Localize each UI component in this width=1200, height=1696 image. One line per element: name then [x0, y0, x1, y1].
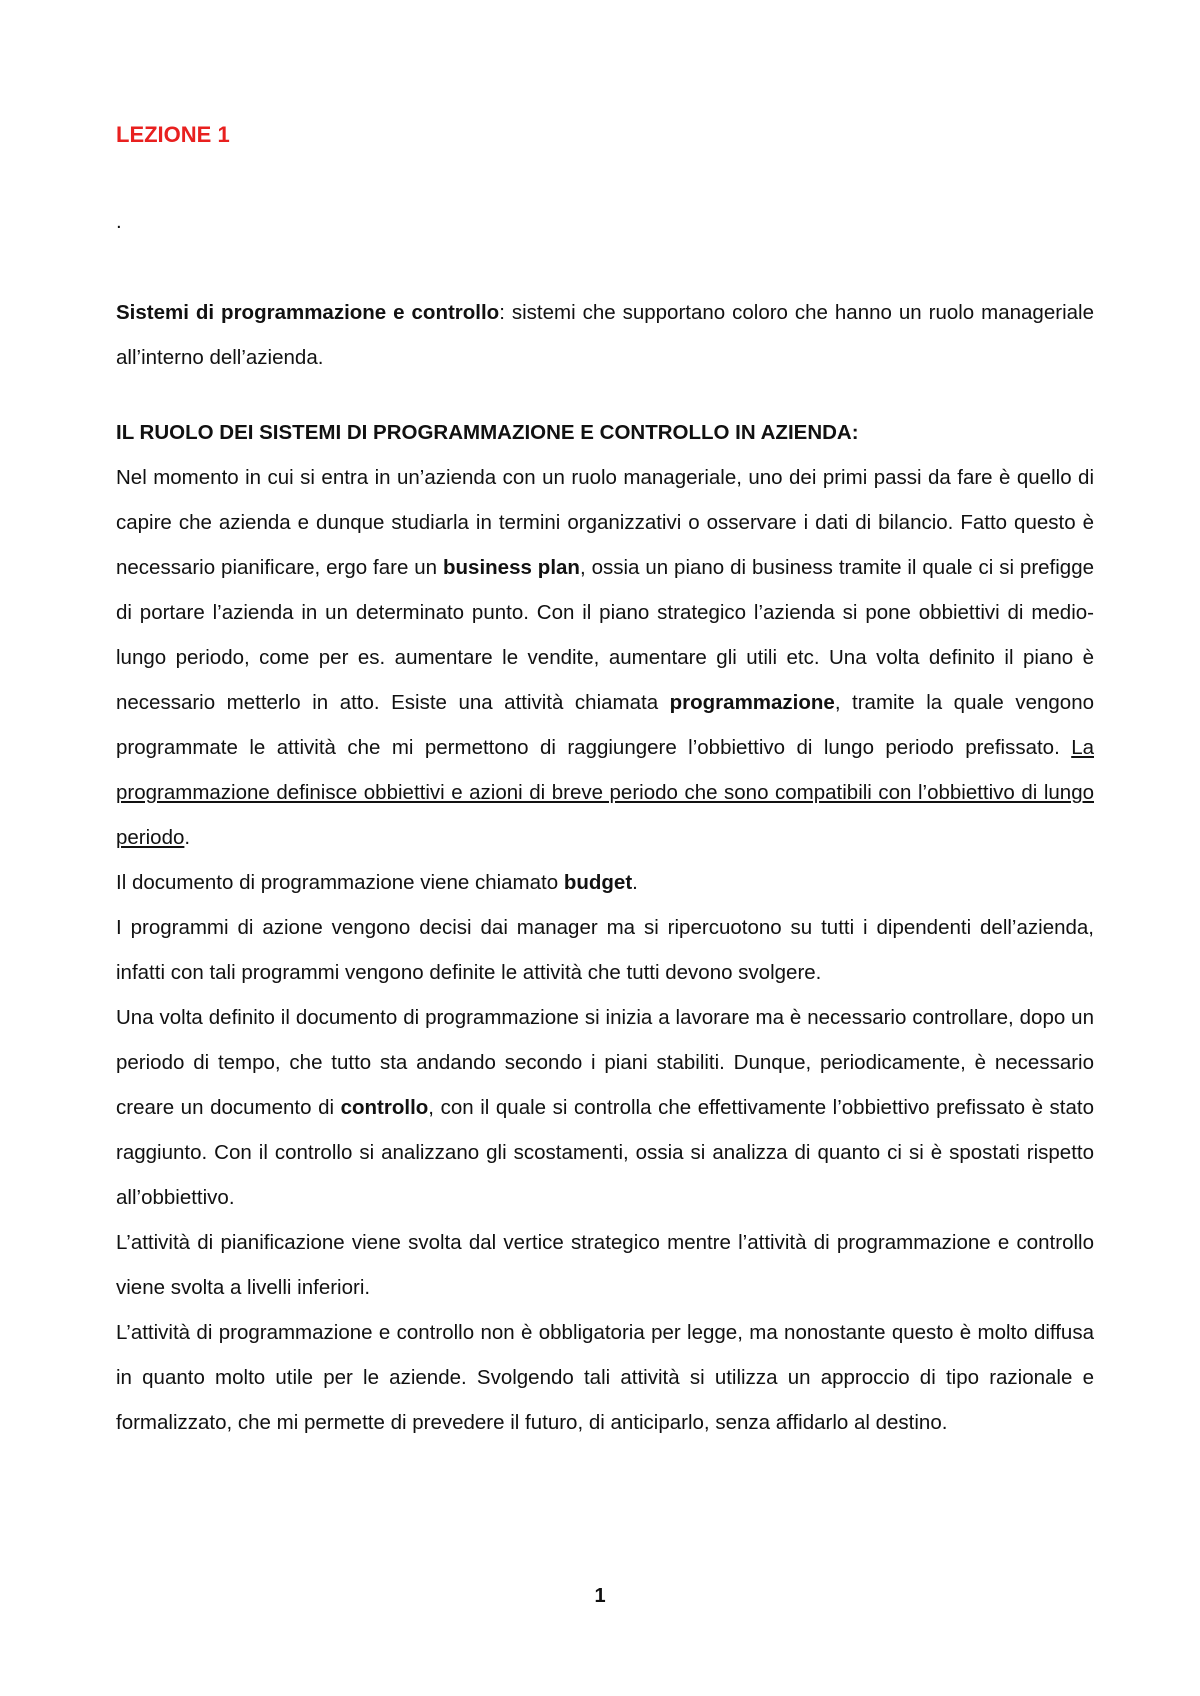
paragraph-budget [116, 860, 1094, 905]
stray-dot: . [116, 210, 122, 233]
section-heading: IL RUOLO DEI SISTEMI DI PROGRAMMAZIONE E CONTROLLO IN AZIENDA: [116, 421, 859, 444]
intro-text: : sistemi che supportano coloro che hanno un ruolo manageriale all’interno dell’azienda. [116, 301, 1094, 369]
text-run: , con il quale si controlla che effettivamente l’obbiettivo prefissato è stato raggiunto. Con il controllo si analizzano gli scostamenti, ossia si analizza di quanto ci si è spostati rispetto all’obbiettivo. [116, 1096, 1094, 1209]
paragraph-not-mandatory: L’attività di programmazione e controllo non è obbligatoria per legge, ma nonostante questo è molto diffusa in quanto molto utile per le aziende. Svolgendo tali attività si utilizza un approccio di tipo razionale e formalizzato, che mi permette di prevedere il futuro, di anticiparlo, senza affidarlo al destino. [116, 1321, 1094, 1434]
bold-term-controllo: controllo [340, 1096, 429, 1119]
text-run: , ossia un piano di business tramite il quale ci si prefigge di portare l’azienda in un determinato punto. Con il piano strategico l’azienda si pone obbiettivi di medio-lungo periodo, come per es. aumentare le vendite, aumentare gli utili etc. Una volta definito il piano è necessario metterlo in atto. Esiste una attività chiamata [116, 556, 1094, 714]
lesson-title: LEZIONE 1 [116, 122, 230, 147]
paragraph-planning: L’attività di pianificazione viene svolta dal vertice strategico mentre l’attività di programmazione e controllo viene svolta a livelli inferiori. [116, 1231, 1094, 1299]
paragraph-control [116, 995, 1094, 1220]
paragraph-programs: I programmi di azione vengono decisi dai manager ma si ripercuotono su tutti i dipendenti dell’azienda, infatti con tali programmi vengono definite le attività che tutti devono svolgere. [116, 916, 1094, 984]
intro-term: Sistemi di programmazione e controllo [116, 301, 500, 324]
text-run: Nel momento in cui si entra in un’azienda con un ruolo manageriale, uno dei primi passi da fare è quello di capire che azienda e dunque studiarla in termini organizzativi o osservare i dati di bilancio. Fatto questo è necessario pianificare, ergo fare un [116, 466, 1094, 579]
underlined-definition: La programmazione definisce obbiettivi e azioni di breve periodo che sono compatibili con l’obbiettivo di lungo periodo [116, 736, 1094, 849]
bold-term-programmazione: programmazione [669, 691, 835, 714]
bold-term-business-plan: business plan [443, 556, 580, 579]
intro-paragraph [116, 290, 1094, 380]
text-run: , tramite la quale vengono programmate le attività che mi permettono di raggiungere l’obbiettivo di lungo periodo prefissato. [116, 691, 1094, 759]
page-number: 1 [594, 1585, 606, 1607]
text-run: Il documento di programmazione viene chiamato [116, 871, 564, 894]
text-run: . [632, 871, 638, 894]
bold-term-budget: budget [563, 871, 633, 894]
paragraph-role [116, 455, 1094, 860]
document-body [116, 112, 1094, 1445]
text-run: . [184, 826, 191, 849]
text-run: Una volta definito il documento di programmazione si inizia a lavorare ma è necessario controllare, dopo un periodo di tempo, che tutto sta andando secondo i piani stabiliti. Dunque, periodicamente, è necessario creare un documento di [116, 1006, 1094, 1119]
